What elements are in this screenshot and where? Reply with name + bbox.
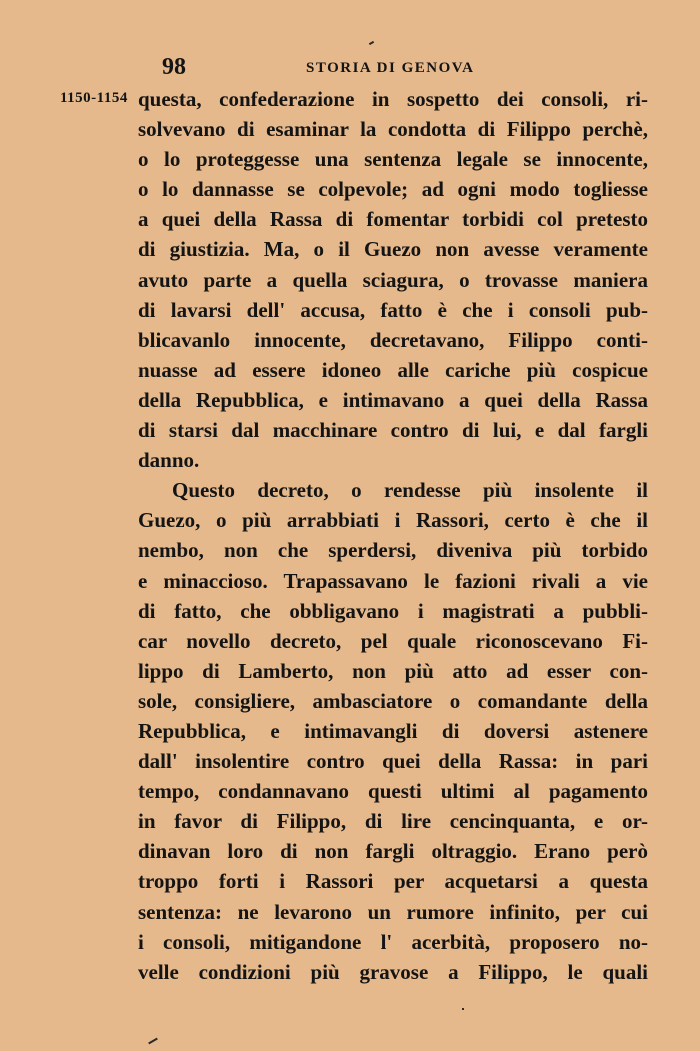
text-line: Repubblica, e intimavangli di doversi astenere — [138, 718, 648, 743]
running-title: STORIA DI GENOVA — [306, 60, 475, 76]
ink-speck — [369, 41, 374, 45]
page-header — [0, 54, 700, 84]
text-line: troppo forti i Rassori per acquetarsi a questa — [138, 869, 648, 894]
text-line: in favor di Filippo, di lire cencinquanta, e or- — [138, 809, 648, 834]
text-line: dall' insolentire contro quei della Rassa: in pari — [138, 749, 648, 774]
text-line: i consoli, mitigandone l' acerbità, proposero no- — [138, 929, 648, 954]
ink-speck — [462, 1008, 464, 1010]
text-line: velle condizioni più gravose a Filippo, le quali — [138, 959, 648, 984]
text-line: sentenza: ne levarono un rumore infinito, per cui — [138, 899, 648, 924]
text-line: dinavan loro di non fargli oltraggio. Erano però — [138, 839, 648, 864]
paragraph-end-line: danno. — [138, 448, 200, 473]
text-line: o lo proteggesse una sentenza legale se innocente, — [138, 147, 648, 172]
ink-speck — [148, 1038, 158, 1045]
text-line: di giustizia. Ma, o il Guezo non avesse veramente — [138, 237, 648, 262]
text-line: Guezo, o più arrabbiati i Rassori, certo è che il — [138, 508, 648, 533]
text-line: della Repubblica, e intimavano a quei della Rassa — [138, 387, 648, 412]
page-number: 98 — [162, 54, 186, 80]
text-line: a quei della Rassa di fomentar torbidi col pretesto — [138, 207, 648, 232]
text-line: e minaccioso. Trapassavano le fazioni rivali a vie — [138, 568, 648, 593]
text-line: blicavanlo innocente, decretavano, Filippo conti- — [138, 327, 648, 352]
text-line: tempo, condannavano questi ultimi al pagamento — [138, 779, 648, 804]
text-line: di starsi dal macchinare contro di lui, e dal fargli — [138, 418, 648, 443]
text-line: questa, confederazione in sospetto dei consoli, ri- — [138, 87, 648, 111]
text-line: sole, consigliere, ambasciatore o comandante della — [138, 688, 648, 713]
margin-date-note: 1150-1154 — [60, 90, 128, 106]
text-line: avuto parte a quella sciagura, o trovasse maniera — [138, 267, 648, 292]
paragraph-start-line: Questo decreto, o rendesse più insolente il — [172, 478, 648, 503]
text-line: solvevano di esaminar la condotta di Filippo perchè, — [138, 117, 648, 142]
text-line: di lavarsi dell' accusa, fatto è che i consoli pub- — [138, 297, 648, 322]
text-line: di fatto, che obbligavano i magistrati a pubbli- — [138, 598, 648, 623]
text-line: o lo dannasse se colpevole; ad ogni modo togliesse — [138, 177, 648, 202]
text-line: nembo, non che sperdersi, diveniva più torbido — [138, 538, 648, 563]
text-line: nuasse ad essere idoneo alle cariche più cospicue — [138, 357, 648, 382]
text-line: car novello decreto, pel quale riconoscevano Fi- — [138, 628, 648, 653]
body-text — [138, 84, 648, 987]
text-line: lippo di Lamberto, non più atto ad esser con- — [138, 658, 648, 683]
